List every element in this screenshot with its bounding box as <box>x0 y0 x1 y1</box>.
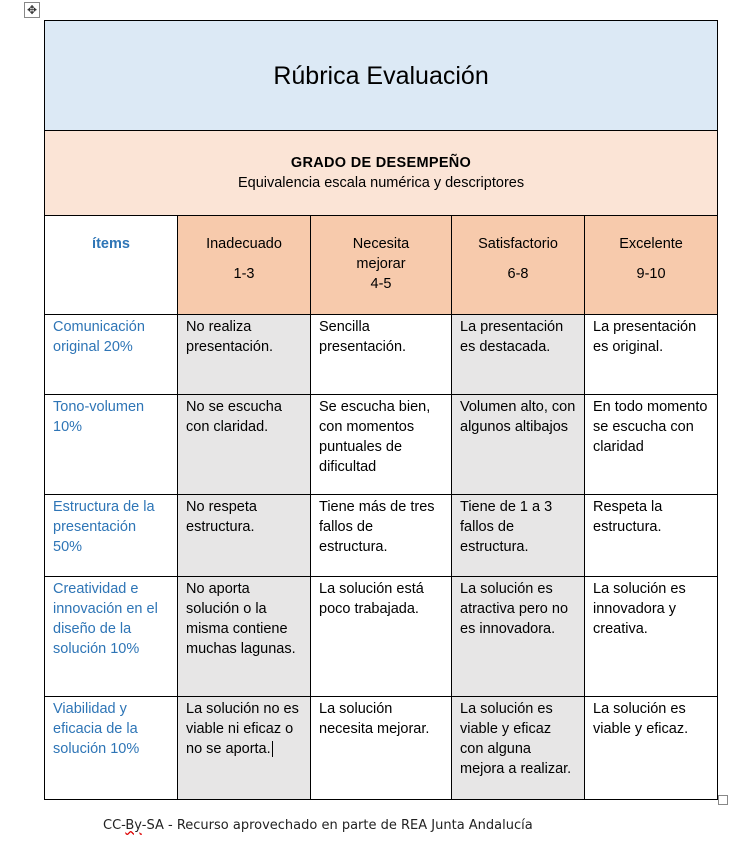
descriptor-cell[interactable]: Sencilla presentación. <box>311 315 452 395</box>
level-header-inadecuado <box>178 216 311 315</box>
level-range: 4-5 <box>370 276 392 292</box>
level-range: 9-10 <box>636 266 666 282</box>
descriptor-cell[interactable]: La presentación es original. <box>585 315 718 395</box>
grado-header <box>45 131 718 216</box>
descriptor-cell[interactable]: La solución es innovadora y creativa. <box>585 577 718 697</box>
item-cell[interactable]: Creatividad e innovación en el diseño de la solución 10% <box>45 577 178 697</box>
level-header-satisfactorio <box>452 216 585 315</box>
footer-squiggle: By <box>125 818 142 833</box>
descriptor-cell[interactable]: Tiene de 1 a 3 fallos de estructura. <box>452 495 585 577</box>
table-row <box>45 697 718 800</box>
descriptor-cell[interactable]: La presentación es destacada. <box>452 315 585 395</box>
descriptor-cell[interactable]: Respeta la estructura. <box>585 495 718 577</box>
level-header-excelente <box>585 216 718 315</box>
items-column-header: ítems <box>45 216 178 315</box>
level-label: Necesita mejorar <box>352 236 410 272</box>
grado-title: GRADO DE DESEMPEÑO <box>290 155 472 171</box>
rubric-title: Rúbrica Evaluación <box>45 21 718 131</box>
table-move-handle-icon[interactable]: ✥ <box>24 2 40 18</box>
footer-credit <box>103 818 533 833</box>
table-resize-handle-icon[interactable] <box>718 795 728 805</box>
grado-subtitle: Equivalencia escala numérica y descriptores <box>237 175 525 191</box>
footer-prefix: CC- <box>103 818 126 833</box>
level-header-necesita-mejorar <box>311 216 452 315</box>
item-cell[interactable]: Viabilidad y eficacia de la solución 10% <box>45 697 178 800</box>
footer-suffix: -SA - Recurso aprovechado en parte de REA Junta Andalucía <box>141 818 533 833</box>
level-label: Satisfactorio <box>478 236 558 252</box>
level-label: Inadecuado <box>206 236 282 252</box>
item-cell[interactable]: Comunicación original 20% <box>45 315 178 395</box>
descriptor-cell[interactable]: En todo momento se escucha con claridad <box>585 395 718 495</box>
level-range: 1-3 <box>233 266 255 282</box>
descriptor-cell[interactable]: La solución necesita mejorar. <box>311 697 452 800</box>
item-cell[interactable]: Tono-volumen 10% <box>45 395 178 495</box>
descriptor-cell[interactable]: Se escucha bien, con momentos puntuales de dificultad <box>311 395 452 495</box>
descriptor-cell[interactable] <box>178 697 311 800</box>
descriptor-cell[interactable]: La solución está poco trabajada. <box>311 577 452 697</box>
descriptor-cell[interactable]: No realiza presentación. <box>178 315 311 395</box>
descriptor-cell[interactable]: La solución es viable y eficaz. <box>585 697 718 800</box>
descriptor-cell[interactable]: Tiene más de tres fallos de estructura. <box>311 495 452 577</box>
descriptor-cell[interactable]: No se escucha con claridad. <box>178 395 311 495</box>
rubric-table <box>44 20 718 800</box>
text-cursor <box>272 741 273 757</box>
table-row <box>45 315 718 395</box>
table-row <box>45 395 718 495</box>
table-row <box>45 577 718 697</box>
descriptor-cell[interactable]: Volumen alto, con algunos altibajos <box>452 395 585 495</box>
descriptor-cell[interactable]: No respeta estructura. <box>178 495 311 577</box>
descriptor-text: La solución no es viable ni eficaz o no se aporta. <box>186 701 299 757</box>
descriptor-cell[interactable]: La solución es viable y eficaz con alguna mejora a realizar. <box>452 697 585 800</box>
descriptor-cell[interactable]: No aporta solución o la misma contiene muchas lagunas. <box>178 577 311 697</box>
level-label: Excelente <box>619 236 683 252</box>
level-range: 6-8 <box>507 266 529 282</box>
descriptor-cell[interactable]: La solución es atractiva pero no es innovadora. <box>452 577 585 697</box>
table-row <box>45 495 718 577</box>
item-cell[interactable]: Estructura de la presentación 50% <box>45 495 178 577</box>
